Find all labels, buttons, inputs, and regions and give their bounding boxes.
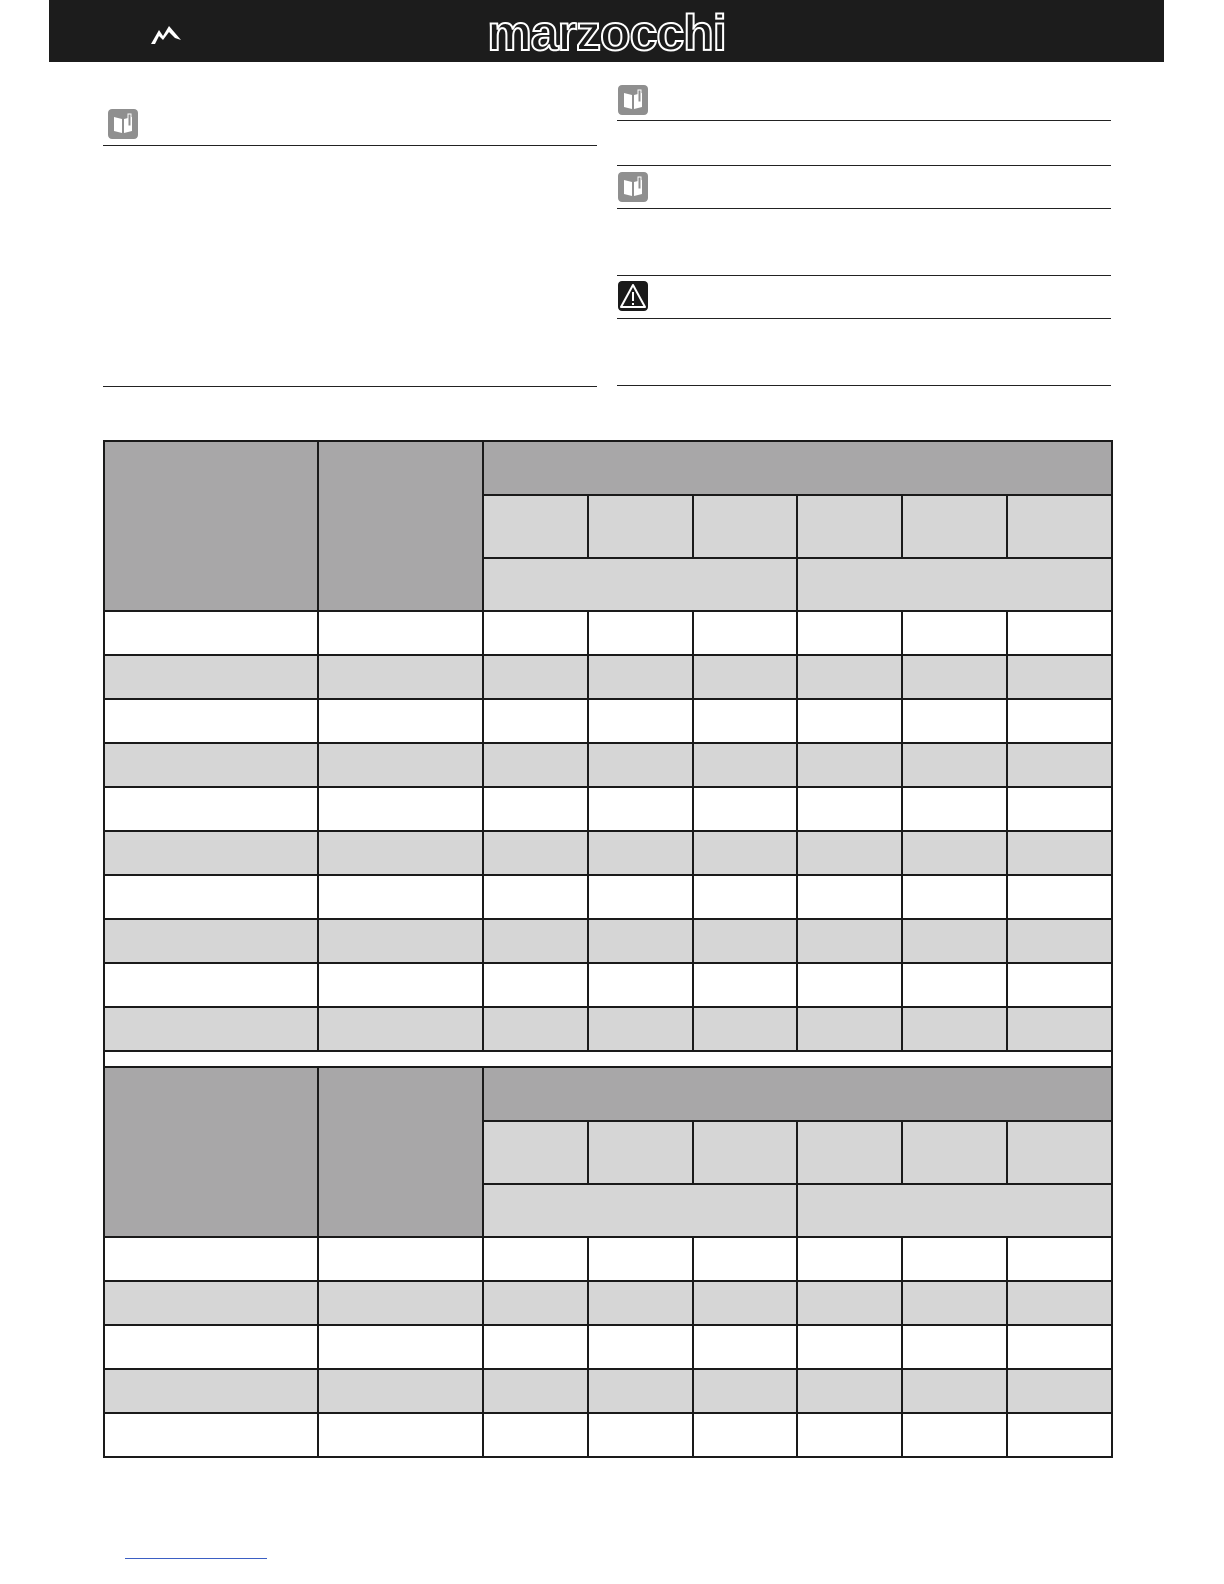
table-subheader-cell: [693, 495, 797, 558]
warning-triangle-icon: [617, 280, 649, 312]
warning-bottom-rule: [617, 385, 1111, 386]
table-cell: [902, 743, 1007, 787]
table-cell: [104, 743, 318, 787]
table-cell: [902, 787, 1007, 831]
table-subheader-cell: [588, 1121, 693, 1184]
table-cell: [318, 875, 483, 919]
table-cell: [1007, 831, 1112, 875]
table-cell: [1007, 1325, 1112, 1369]
manual-book-icon: [617, 171, 649, 203]
table-subheader-cell: [797, 1121, 902, 1184]
brand-wordmark: marzocchi: [487, 5, 726, 61]
table-subheader-cell: [1007, 1121, 1112, 1184]
table-cell: [104, 1007, 318, 1051]
table-cell: [483, 655, 588, 699]
table-cell: [104, 611, 318, 655]
table-subheader-cell: [1007, 495, 1112, 558]
table-cell: [483, 787, 588, 831]
manual-book-icon: [617, 84, 649, 116]
table-cell: [483, 1325, 588, 1369]
table-subheader-cell: [483, 495, 588, 558]
table-cell: [797, 655, 902, 699]
right-note-2-rule: [617, 208, 1111, 209]
table-cell: [588, 875, 693, 919]
table-cell: [483, 1413, 588, 1457]
table-cell: [902, 919, 1007, 963]
table-cell: [104, 699, 318, 743]
table-subgroup-cell: [797, 1184, 1112, 1237]
table-cell: [588, 1281, 693, 1325]
table-cell: [318, 1325, 483, 1369]
table-cell: [104, 1413, 318, 1457]
table-cell: [318, 1369, 483, 1413]
table-cell: [104, 1325, 318, 1369]
table-cell: [1007, 1007, 1112, 1051]
table-cell: [797, 1007, 902, 1051]
table-cell: [483, 875, 588, 919]
table-cell: [1007, 963, 1112, 1007]
table-cell: [483, 611, 588, 655]
table-cell: [1007, 919, 1112, 963]
table-cell: [318, 1281, 483, 1325]
table-cell: [797, 1413, 902, 1457]
table-cell: [318, 743, 483, 787]
table-cell: [902, 655, 1007, 699]
table-cell: [588, 1007, 693, 1051]
table-cell: [588, 831, 693, 875]
table-cell: [483, 1007, 588, 1051]
table-cell: [588, 1325, 693, 1369]
table-cell: [902, 1413, 1007, 1457]
table-header-cell: [104, 441, 318, 611]
table-cell: [797, 1237, 902, 1281]
table-cell: [588, 699, 693, 743]
table-cell: [902, 699, 1007, 743]
table-cell: [797, 875, 902, 919]
table-cell: [483, 831, 588, 875]
table-row: [104, 1413, 1112, 1457]
table-subheader-cell: [483, 1121, 588, 1184]
table-cell: [318, 919, 483, 963]
table-cell: [797, 919, 902, 963]
table-cell: [902, 611, 1007, 655]
table-cell: [588, 655, 693, 699]
table-cell: [104, 1237, 318, 1281]
table-cell: [1007, 611, 1112, 655]
table-row: [104, 655, 1112, 699]
table-cell: [797, 743, 902, 787]
table-cell: [693, 831, 797, 875]
table-cell: [902, 1007, 1007, 1051]
table-cell: [104, 655, 318, 699]
table-subheader-cell: [693, 1121, 797, 1184]
table-cell: [318, 1413, 483, 1457]
table-cell: [797, 963, 902, 1007]
table-cell: [1007, 1237, 1112, 1281]
table-cell: [588, 743, 693, 787]
table-cell: [902, 831, 1007, 875]
table-cell: [902, 1325, 1007, 1369]
left-note-top-rule: [103, 145, 597, 146]
table-row: [104, 699, 1112, 743]
left-note-bottom-rule: [103, 386, 597, 387]
table-subgroup-cell: [483, 558, 797, 611]
table-cell: [483, 1369, 588, 1413]
table-cell: [104, 875, 318, 919]
table-cell: [902, 1369, 1007, 1413]
table-cell: [483, 699, 588, 743]
table-cell: [483, 919, 588, 963]
table-row: [104, 919, 1112, 963]
table-cell: [693, 1281, 797, 1325]
manual-book-icon: [107, 108, 139, 140]
table-subheader-cell: [902, 1121, 1007, 1184]
table-cell: [318, 831, 483, 875]
table-cell: [693, 699, 797, 743]
table-cell: [693, 655, 797, 699]
table-cell: [588, 919, 693, 963]
right-note-2-bottom-rule: [617, 275, 1111, 276]
table-cell: [588, 611, 693, 655]
spec-table-1: [103, 440, 1113, 1072]
table-cell: [104, 787, 318, 831]
table-header-cell: [318, 1067, 483, 1237]
table-cell: [1007, 787, 1112, 831]
table-cell: [318, 787, 483, 831]
table-cell: [1007, 655, 1112, 699]
table-cell: [797, 1325, 902, 1369]
table-cell: [797, 611, 902, 655]
right-note-1-rule: [617, 120, 1111, 121]
table-cell: [693, 963, 797, 1007]
table-cell: [797, 787, 902, 831]
table-row: [104, 1237, 1112, 1281]
table-cell: [693, 743, 797, 787]
table-cell: [902, 1237, 1007, 1281]
table-cell: [1007, 743, 1112, 787]
table-row: [104, 611, 1112, 655]
table-cell: [318, 699, 483, 743]
table-cell: [588, 1413, 693, 1457]
table-row: [104, 963, 1112, 1007]
table-header-cell: [104, 1067, 318, 1237]
table-cell: [693, 875, 797, 919]
table-header-cell: [318, 441, 483, 611]
table-cell: [693, 611, 797, 655]
table-subheader-cell: [902, 495, 1007, 558]
page-header: [49, 0, 1164, 62]
table-cell: [104, 1281, 318, 1325]
table-group-header: [483, 441, 1112, 495]
table-subgroup-cell: [483, 1184, 797, 1237]
table-cell: [902, 963, 1007, 1007]
table-cell: [318, 963, 483, 1007]
table-cell: [104, 831, 318, 875]
table-cell: [797, 699, 902, 743]
warning-rule: [617, 318, 1111, 319]
table-subheader-cell: [797, 495, 902, 558]
table-cell: [902, 1281, 1007, 1325]
table-cell: [483, 1281, 588, 1325]
table-row: [104, 1281, 1112, 1325]
spec-table-2: [103, 1066, 1113, 1458]
table-cell: [797, 831, 902, 875]
table-cell: [104, 1369, 318, 1413]
table-row: [104, 831, 1112, 875]
table-cell: [902, 875, 1007, 919]
table-row: [104, 1325, 1112, 1369]
table-cell: [483, 963, 588, 1007]
table-cell: [1007, 875, 1112, 919]
table-cell: [1007, 1281, 1112, 1325]
table-cell: [104, 919, 318, 963]
table-cell: [1007, 699, 1112, 743]
table-cell: [318, 1007, 483, 1051]
table-row: [104, 1369, 1112, 1413]
table-cell: [483, 1237, 588, 1281]
table-cell: [588, 787, 693, 831]
table-cell: [483, 743, 588, 787]
table-cell: [797, 1369, 902, 1413]
table-cell: [588, 963, 693, 1007]
table-cell: [693, 1325, 797, 1369]
table-row: [104, 787, 1112, 831]
table-cell: [318, 1237, 483, 1281]
table-cell: [318, 655, 483, 699]
table-cell: [693, 1413, 797, 1457]
table-cell: [693, 1007, 797, 1051]
table-group-header: [483, 1067, 1112, 1121]
table-cell: [104, 963, 318, 1007]
footer-link-underline: [125, 1558, 267, 1559]
table-cell: [1007, 1369, 1112, 1413]
table-cell: [693, 1369, 797, 1413]
table-subgroup-cell: [797, 558, 1112, 611]
table-cell: [1007, 1413, 1112, 1457]
table-cell: [588, 1237, 693, 1281]
table-cell: [588, 1369, 693, 1413]
table-cell: [318, 611, 483, 655]
table-row: [104, 1007, 1112, 1051]
table-cell: [797, 1281, 902, 1325]
table-cell: [693, 1237, 797, 1281]
table-cell: [693, 787, 797, 831]
right-note-1-bottom-rule: [617, 165, 1111, 166]
table-row: [104, 875, 1112, 919]
table-row: [104, 743, 1112, 787]
table-subheader-cell: [588, 495, 693, 558]
table-cell: [693, 919, 797, 963]
